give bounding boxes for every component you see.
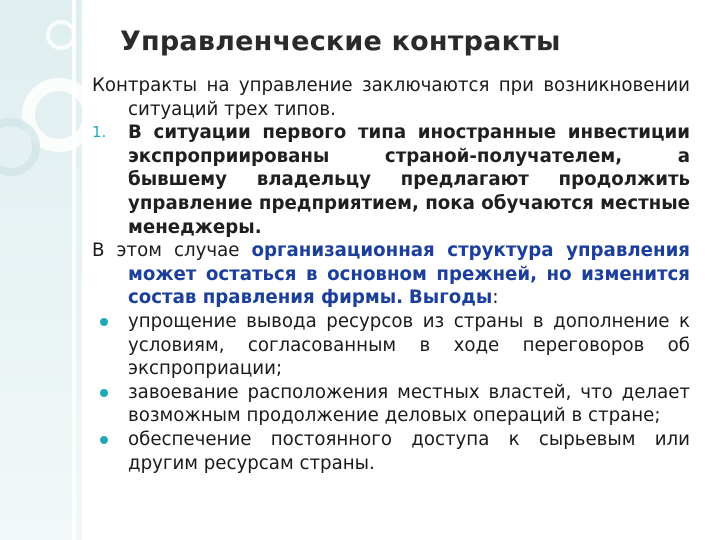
bullet-text: завоевание расположения местных властей, что делает возможным продолжение деловых операций в стране;: [128, 381, 690, 427]
decorative-ring: [46, 20, 76, 50]
numbered-item-1: [92, 121, 690, 239]
bullet-text: обеспечение постоянного доступа к сырьевым или другим ресурсам страны.: [128, 428, 690, 474]
list-number: 1.: [92, 123, 107, 142]
case-prefix: В этом случае: [92, 240, 240, 262]
slide-title: Управленческие контракты: [120, 26, 561, 57]
bullet-dot-icon: [100, 436, 108, 444]
bullet-item: [92, 381, 690, 428]
slide-body: [92, 74, 690, 475]
bullet-dot-icon: [100, 318, 108, 326]
case-paragraph: [92, 239, 690, 310]
case-emphasis: организационная структура управления может остаться в основном прежней, но изменится состав правления фирмы.: [128, 240, 690, 309]
benefits-colon: :: [492, 287, 499, 309]
bullet-dot-icon: [100, 389, 108, 397]
item-1-text: В ситуации первого типа иностранные инвестиции экспроприированы страной-получателем, а бывшему владельцу предлагают продолжить управление предприятием, пока обучаются местные менеджеры.: [128, 122, 690, 238]
bullet-item: [92, 310, 690, 381]
intro-paragraph: Контракты на управление заключаются при возникновении ситуаций трех типов.: [92, 75, 690, 120]
bullet-item: [92, 428, 690, 475]
benefits-label: Выгоды: [408, 287, 493, 309]
bullet-text: упрощение вывода ресурсов из страны в дополнение к условиям, согласованным в ходе переговоров об экспроприации;: [128, 310, 690, 380]
